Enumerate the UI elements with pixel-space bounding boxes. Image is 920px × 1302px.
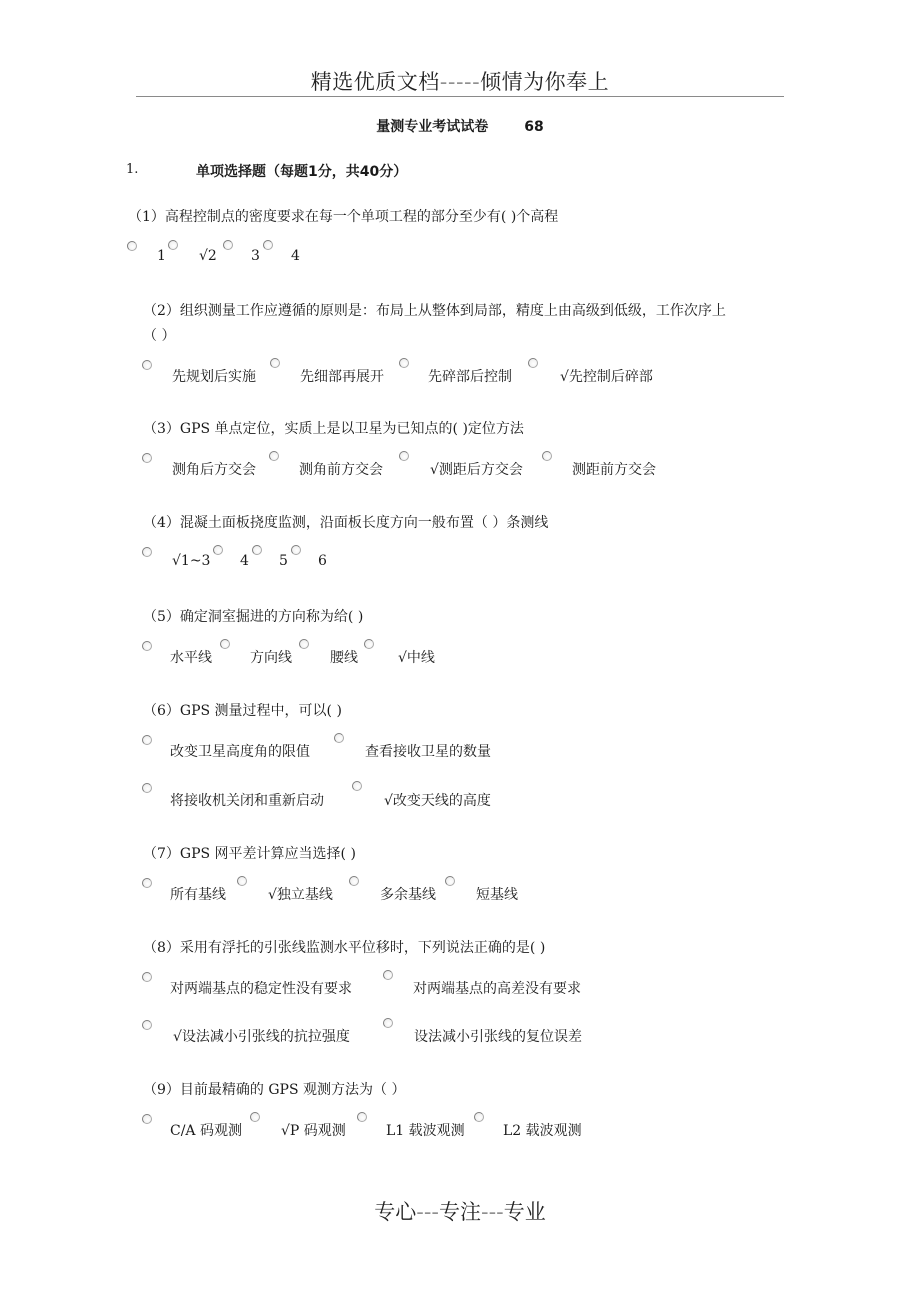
option-label: 改变卫星高度角的限值 xyxy=(170,744,310,760)
option-label: √2 xyxy=(199,248,217,264)
radio-button-icon[interactable] xyxy=(270,358,280,368)
option-label: √1~3 xyxy=(172,553,211,569)
option-label: 对两端基点的稳定性没有要求 xyxy=(170,981,352,997)
radio-button-icon[interactable] xyxy=(269,451,279,461)
option-label: √设法减小引张线的抗拉强度 xyxy=(173,1029,350,1045)
option-label: √测距后方交会 xyxy=(430,462,523,478)
radio-button-icon[interactable] xyxy=(142,641,152,651)
option-label: 方向线 xyxy=(250,650,292,666)
document-title-text: 量测专业考试试卷 xyxy=(376,119,489,135)
question-text: （5）确定洞室掘进的方向称为给( ) xyxy=(143,609,364,625)
radio-button-icon[interactable] xyxy=(142,735,152,745)
question-text: （9）目前最精确的 GPS 观测方法为（ ） xyxy=(143,1082,406,1098)
radio-button-icon[interactable] xyxy=(127,241,137,251)
question-text: （2）组织测量工作应遵循的原则是：布局上从整体到局部，精度上由高级到低级，工作次序上 xyxy=(143,303,726,319)
question-text: （8）采用有浮托的引张线监测水平位移时，下列说法正确的是( ) xyxy=(143,940,546,956)
option-label: 5 xyxy=(279,553,288,569)
radio-button-icon[interactable] xyxy=(142,453,152,463)
radio-button-icon[interactable] xyxy=(142,360,152,370)
radio-button-icon[interactable] xyxy=(142,1020,152,1030)
radio-button-icon[interactable] xyxy=(383,970,393,980)
radio-button-icon[interactable] xyxy=(237,876,247,886)
radio-button-icon[interactable] xyxy=(334,733,344,743)
option-label: C/A 码观测 xyxy=(170,1123,242,1139)
option-label: 多余基线 xyxy=(380,887,436,903)
option-label: √独立基线 xyxy=(268,887,333,903)
radio-button-icon[interactable] xyxy=(357,1112,367,1122)
radio-button-icon[interactable] xyxy=(364,639,374,649)
radio-button-icon[interactable] xyxy=(142,783,152,793)
radio-button-icon[interactable] xyxy=(168,240,178,250)
option-label: 6 xyxy=(318,553,327,569)
radio-button-icon[interactable] xyxy=(223,240,233,250)
option-label: 先规划后实施 xyxy=(172,369,256,385)
option-label: 4 xyxy=(291,248,300,264)
radio-button-icon[interactable] xyxy=(445,876,455,886)
radio-button-icon[interactable] xyxy=(291,545,301,555)
option-label: 水平线 xyxy=(170,650,212,666)
question-text: （6）GPS 测量过程中，可以( ) xyxy=(143,703,342,719)
option-label: 腰线 xyxy=(330,650,358,666)
radio-button-icon[interactable] xyxy=(352,781,362,791)
radio-button-icon[interactable] xyxy=(263,240,273,250)
option-label: 3 xyxy=(251,248,260,264)
option-label: √中线 xyxy=(398,650,435,666)
question-text: （3）GPS 单点定位，实质上是以卫星为已知点的( )定位方法 xyxy=(143,421,524,437)
radio-button-icon[interactable] xyxy=(542,451,552,461)
radio-button-icon[interactable] xyxy=(220,639,230,649)
option-label: 查看接收卫星的数量 xyxy=(365,744,491,760)
radio-button-icon[interactable] xyxy=(383,1018,393,1028)
radio-button-icon[interactable] xyxy=(528,358,538,368)
document-number: 68 xyxy=(524,119,544,135)
header-divider xyxy=(136,96,784,97)
option-label: √P 码观测 xyxy=(281,1123,346,1139)
radio-button-icon[interactable] xyxy=(252,545,262,555)
radio-button-icon[interactable] xyxy=(399,358,409,368)
question-text: （4）混凝土面板挠度监测，沿面板长度方向一般布置（ ）条测线 xyxy=(143,515,549,531)
radio-button-icon[interactable] xyxy=(474,1112,484,1122)
option-label: 所有基线 xyxy=(170,887,226,903)
radio-button-icon[interactable] xyxy=(349,876,359,886)
radio-button-icon[interactable] xyxy=(299,639,309,649)
radio-button-icon[interactable] xyxy=(142,972,152,982)
question-text-continued: （ ） xyxy=(143,328,176,344)
page-header-title: 精选优质文档-----倾情为你奉上 xyxy=(310,70,610,94)
option-label: 对两端基点的高差没有要求 xyxy=(413,981,581,997)
document-title xyxy=(0,116,920,136)
option-label: 测距前方交会 xyxy=(572,462,656,478)
option-label: L2 载波观测 xyxy=(503,1123,582,1139)
section-title: 单项选择题（每题1分，共40分） xyxy=(196,164,408,180)
radio-button-icon[interactable] xyxy=(399,451,409,461)
option-label: L1 载波观测 xyxy=(386,1123,465,1139)
option-label: 4 xyxy=(240,553,249,569)
option-label: 先细部再展开 xyxy=(300,369,384,385)
option-label: √改变天线的高度 xyxy=(384,793,491,809)
radio-button-icon[interactable] xyxy=(142,1114,152,1124)
question-text: （7）GPS 网平差计算应当选择( ) xyxy=(143,846,356,862)
radio-button-icon[interactable] xyxy=(142,547,152,557)
option-label: 测角前方交会 xyxy=(299,462,383,478)
option-label: 测角后方交会 xyxy=(172,462,256,478)
section-number: 1. xyxy=(126,162,139,177)
radio-button-icon[interactable] xyxy=(213,545,223,555)
option-label: 1 xyxy=(157,248,166,264)
option-label: √先控制后碎部 xyxy=(560,369,653,385)
option-label: 将接收机关闭和重新启动 xyxy=(170,793,324,809)
radio-button-icon[interactable] xyxy=(250,1112,260,1122)
page-footer-text: 专心---专注---专业 xyxy=(374,1200,546,1224)
option-label: 设法减小引张线的复位误差 xyxy=(414,1029,582,1045)
radio-button-icon[interactable] xyxy=(142,878,152,888)
option-label: 先碎部后控制 xyxy=(428,369,512,385)
option-label: 短基线 xyxy=(476,887,518,903)
question-text: （1）高程控制点的密度要求在每一个单项工程的部分至少有( )个高程 xyxy=(128,209,559,225)
